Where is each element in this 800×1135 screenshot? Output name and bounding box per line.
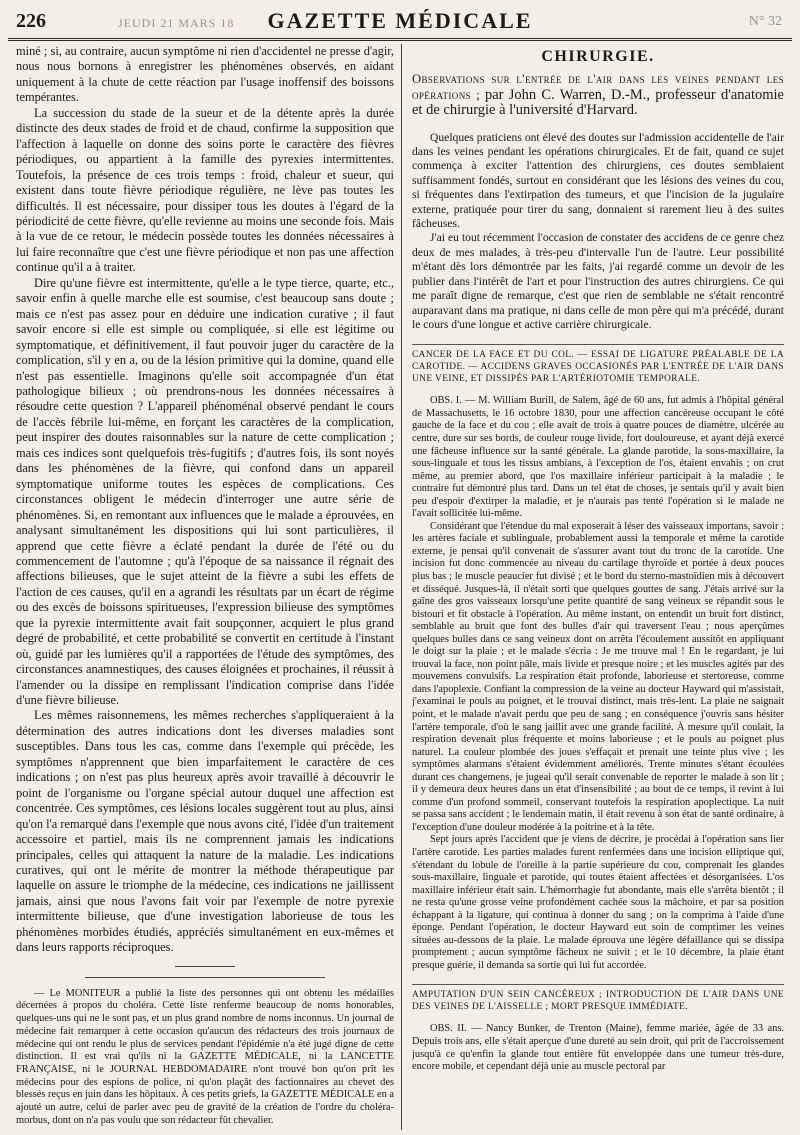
article-title-caps: Observations sur l'entrée de l'air dans les veines pendant les opérations ;	[412, 72, 784, 102]
issue-date: JEUDI 21 MARS 18	[118, 16, 235, 30]
paragraph: Quelques praticiens ont élevé des doutes sur l'admission accidentelle de l'air dans les veines pendant les opérations chirurgicales. Et de fait, quand ce sujet commença à exciter l'attention des chirurgiens, ces doutes semblaient suffisamment fondés, surtout en considérant que les lésions des veines du cou, si fréquentes dans l'extirpation des tumeurs, et que l'incision de la jugulaire externe, pratiquée pour tirer du sang, donnaient si rarement lieu à des suites fâcheuses.	[412, 130, 784, 231]
case-paragraph: Sept jours après l'accident que je viens de décrire, je procédai à l'opération sans lier l'artère carotide. Les parties malades furent renfermées dans une incision elliptique qui, s'étendant du lobule de l'oreille à la partie supérieure du cou, comprenait les glandes sous-maxillaire, linguale et parotide, qui toutes étaient affectées et désorganisées. L'os maxillaire inférieur était sain. L'hémorrhagie fut abondante, mais elle s'arrêta bientôt ; il ne resta qu'une grosse veine profondément cachée sous la mâchoire, et par sa position échappant à la ligature, qui continua à donner du sang ; on la comprima à l'aide d'une éponge. Pendant l'opération, le docteur Hayward eut soin de comprimer les veines situées au-dessous de la plaie. Le malade éprouva une légère défaillance qui se dissipa promptement ; aucun symptôme fâcheux ne suivit ; et le 10 décembre, la plaie étant presque guérie, il demanda sa sortie qui lui fut accordée.	[412, 834, 784, 971]
header-rule	[8, 38, 792, 41]
article-title	[412, 72, 784, 118]
page-header	[8, 4, 792, 38]
column-divider	[401, 44, 402, 1130]
news-note: — Le MONITEUR a publié la liste des personnes qui ont obtenu les médailles décernées à propos du choléra. Cette liste renferme beaucoup de noms honorables, quelques-uns qui ne le sont pas, et un plus grand nombre de noms inconnus. Un journal de médecine fait remarquer à cette occasion qu'aucun des rédacteurs des trois journaux de médecine qui ont rendu le plus de services pendant l'épidémie n'a été jugé digne de cette distinction. Il est vrai qu'ils ni la GAZETTE MÉDICALE, ni la LANCETTE FRANÇAISE, ni le JOURNAL HEBDOMADAIRE n'ont trouvé bon qu'on prît les médecins pour des espions de police, ni qu'on plaçât des factionnaires au chevet des blessés reçus en juin dans les hôpitaux. À ces petits griefs, la GAZETTE MÉDICALE en a ajouté un autre, celui de parler avec peu de gravité de la création de l'ordre du choléra-morbus, dont on n'a pas voulu que son rédacteur fût chevalier.	[16, 987, 394, 1126]
paragraph: La succession du stade de la sueur et de la détente après la durée distincte des deux stades de froid et de chaud, confirme la supposition que l'affection à laquelle on donne des soins porte le caractère des fièvres périodiques, ou appartient à la famille des pyrexies intermittentes. Toutefois, la présence de ces trois temps : froid, chaleur et sueur, qui existent dans toute fièvre périodique régulière, ne lève pas toutes les difficultés. Il est nécessaire, pour dissiper tous les doutes à l'égard de la périodicité de cette fièvre, qu'elle revienne au moins une seconde fois. Mais à la vue de ce retour, le médecin possède toutes les données nécessaires à lui faire reconnaître que c'est une fièvre périodique et non pas une affection continue qu'il a à traiter.	[16, 105, 394, 275]
case-paragraph: OBS. II. — Nancy Bunker, de Trenton (Maine), femme mariée, âgée de 33 ans. Depuis trois ans, elle s'était aperçue d'une dureté au sein droit, qui prit de l'accroissement jusqu'à ce qu'enfin la glande tout entière fût enveloppée dans une tumeur très-dure, encore mobile, et cependant déjà unie au muscle pectoral par	[412, 1023, 784, 1073]
separator-rule	[85, 977, 325, 978]
masthead-title: GAZETTE MÉDICALE	[267, 8, 533, 33]
case-paragraph: Considérant que l'étendue du mal exposerait à léser des vaisseaux importans, savoir : les artères faciale et sublinguale, probablement aussi la temporale et même la carotide externe, je pensai qu'il convenait de s'assurer avant tout du tronc de la carotide. Une incision fut donc commencée au niveau du cartilage thyroïde et portée à deux pouces plus bas ; le muscle peaucier fut divisé ; et le bord du sterno-mastoïdien mis à découvert et disséqué. Jusques-là, il n'était sorti que quelques gouttes de sang. J'étais arrivé sur la gaîne des gros vaisseaux lorsqu'une petite quantité de sang veineux se répandit sous le bistouri et fit obstacle à l'opération. Au même instant, on entendit un bruit fort distinct, semblable au bruit que font des bulles d'air qui traversent l'eau ; nous aperçûmes quelques bulles dans ce sang veineux dont on arrêta l'écoulement aussitôt en appliquant le doigt sur la plaie ; et le malade s'écria : Je me trouve mal ! En le regardant, je lui trouvai la face, non point pâle, mais livide et presque noire ; et les muscles agités par des mouvemens convulsifs. La respiration était profonde, laborieuse et stertoreuse, comme dans l'apoplexie. Confiant la compression de la veine au docteur Hayward qui m'assistait, j'examinai le pouls au poignet, et le trouvai distinct, mais très-lent. La plaie ne saignait point, et le malade n'avait perdu que peu de sang ; en conséquence j'ouvris sans hésiter l'artère temporale, d'où le sang jaillit avec une grande facilité. À mesure qu'il coulait, la respiration devenait plus fréquente et moins laborieuse ; et le pouls au poignet plus naturel. La couleur plombée des joues s'effaçait et prenait une teinte plus vive ; les symptômes alarmans s'étaient évidemment améliorés. Trente minutes s'étant écoulées durant ces changemens, je jugeai qu'il serait convenable de reporter le malade à son lit ; il y demeura deux heures dans un état d'insensibilité ; au bout de ce temps, il revint à lui comme d'un profond sommeil, conservant toutefois la respiration apoplectique. La nuit se passa sans accident ; le lendemain matin, il était revenu à son état de santé ordinaire, à l'exception d'une douleur modérée à la poitrine et à la tête.	[412, 520, 784, 833]
paragraph: Dire qu'une fièvre est intermittente, qu'elle a le type tierce, quarte, etc., savoir enfin à quelle marche elle est soumise, c'est beaucoup sans doute ; mais ce n'est pas assez pour en déduire une indication curative ; il faut savoir encore si elle est simple ou compliquée, si elle est légitime ou symptomatique, et définitivement, il faut pouvoir juger du caractère de la complication, s'il y en a, ou de la lésion primitive qui la domine, quand elle n'est pas essentielle. Imaginons qu'elle soit accompagnée d'un état pathologique bilieux ; où prendrons-nous les données nécessaires à résoudre cette question ? L'appareil phénoménal observé pendant le cours de l'accès fébrile lui-même, en forçant les caractères de la complication, peut inspirer des doutes raisonnables sur la nature de cette complication ; mais ces indices sont quelquefois très-fugitifs ; d'autres fois, ils sont noyés dans les phénomènes de la fièvre, qui confond dans un appareil symptomatique uniforme toutes les espèces de complications. Ces circonstances obligent le médecin d'interroger une autre série de phénomènes. Si, en remontant aux influences que le malade a éprouvées, en analysant simultanément les dispositions qui lui sont particulières, il apprend que cette fièvre a éclaté pendant la durée de l'été ou du commencement de l'automne ; qu'à l'époque de sa naissance il régnait des affections bilieuses, que le sujet atteint de la fièvre a subi les effets de l'action de ces causes, qu'il en a agrandi les résultats par un écart de régime ou des excès de boissons spiritueuses, l'expression bilieuse des symptômes que la pyrexie intermittente avait fait soupçonner, acquiert le plus grand degré de probabilité, et cette probabilité se convertit en certitude à l'instant où, guidé par les lumières qu'il a rapportées de l'étude des symptômes, des circonstances anamnestiques, des causes éloignées et prochaines, il réussit à l'amender ou la dissipe en remplissant l'indication comprise dans l'idée d'une fièvre bilieuse.	[16, 275, 394, 708]
section-rubric: CHIRURGIE.	[541, 48, 655, 65]
separator-rule	[175, 966, 235, 967]
page-number: 226	[16, 10, 46, 32]
paragraph: miné ; si, au contraire, aucun symptôme ni rien d'accidentel ne presse d'agir, nous nous bornons à enregistrer les phénomènes observés, en aidant uniquement à la chute de cette réaction par l'usage inoffensif des boissons tempérantes.	[16, 44, 394, 105]
article-title-author: par John C. Warren, D.-M., professeur d'anatomie et de chirurgie à l'université d'Harvard.	[412, 86, 784, 119]
issue-number: N° 32	[748, 14, 782, 29]
case-heading: CANCER DE LA FACE ET DU COL. — ESSAI DE LIGATURE PRÉALABLE DE LA CAROTIDE. — ACCIDENS GRAVES OCCASIONÉS PAR L'ENTRÉE DE L'AIR DANS UNE VEINE, ET DISSIPÉS PAR L'ARTÉRIOTOMIE TEMPORALE.	[412, 344, 784, 385]
case-paragraph: OBS. I. — M. William Burill, de Salem, âgé de 60 ans, fut admis à l'hôpital général de Massachusetts, le 16 octobre 1830, pour une affection cancéreuse occupant le côté gauche de la face et du cou ; elle avait de trois à quatre pouces de diamètre, ulcérée au centre, dure sur ses bords, de couleur rouge livide, fort douloureuse, et ayant déjà exercé une fâcheuse influence sur la santé générale. La glande parotide, la sous-maxillaire, la sous-linguale et tous les tissus ambians, à l'exception de l'os, étaient envahis ; on crut même, au premier abord, que l'os maxillaire inférieur participait à la maladie ; le contraire fut démontré plus tard. Dans un tel état de choses, je sentais qu'il y avait bien peu d'espoir d'extirper la maladie, et je n'aurais pas tenté l'opération si le malade ne l'avait sollicitée lui-même.	[412, 395, 784, 520]
left-column	[16, 44, 394, 1130]
case-heading: AMPUTATION D'UN SEIN CANCÉREUX ; INTRODUCTION DE L'AIR DANS UNE DES VEINES DE L'AISSELLE ; MORT PRESQUE IMMÉDIATE.	[412, 984, 784, 1013]
paragraph: J'ai eu tout récemment l'occasion de constater des accidens de ce genre chez deux de mes malades, à très-peu d'intervalle l'un de l'autre. Leur possibilité m'étant dès lors démontrée par les faits, j'ai regardé comme un devoir de les publier dans l'intérêt de l'art et pour l'instruction des autres chirurgiens. Ce qui me paraît digne de remarque, c'est que rien de semblable ne s'était rencontré auparavant dans ma pratique, ni dans celle de mon père qui m'a précédé, durant le cours d'une longue et active carrière chirurgicale.	[412, 231, 784, 331]
paragraph: Les mêmes raisonnemens, les mêmes recherches s'appliqueraient à la détermination des autres indications dont les diverses maladies sont susceptibles. Dans tous les cas, comme dans l'exemple qui précède, les symptômes n'apprennent que bien imparfaitement le caractère de ces indications ; on n'est pas plus heureux après avoir travaillé à découvrir le point de l'organisme ou l'organe spécial autour duquel une affection est concentrée. Ces symptômes, ces lésions locales suggèrent tout au plus, ainsi qu'on l'a remarqué dans l'exemple que nous avons cité, l'idée d'un traitement accessoire et partiel, mais ils ne comprennent jamais les indications principales, celles qui attaquent la nature de la maladie. Les indications curatives, qui ont le mérite de montrer la méthode thérapeutique par laquelle on assure le triomphe de la médecine, ces indications ne jaillissent jamais, ainsi que nous l'avons fait voir par l'exemple de notre pyrexie intermittente bilieuse, que d'une investigation laborieuse de tous les phénomènes morbides étudiés, appréciés simultanément en eux-mêmes et dans leurs rapports réciproques.	[16, 708, 394, 955]
right-column	[412, 44, 784, 1130]
